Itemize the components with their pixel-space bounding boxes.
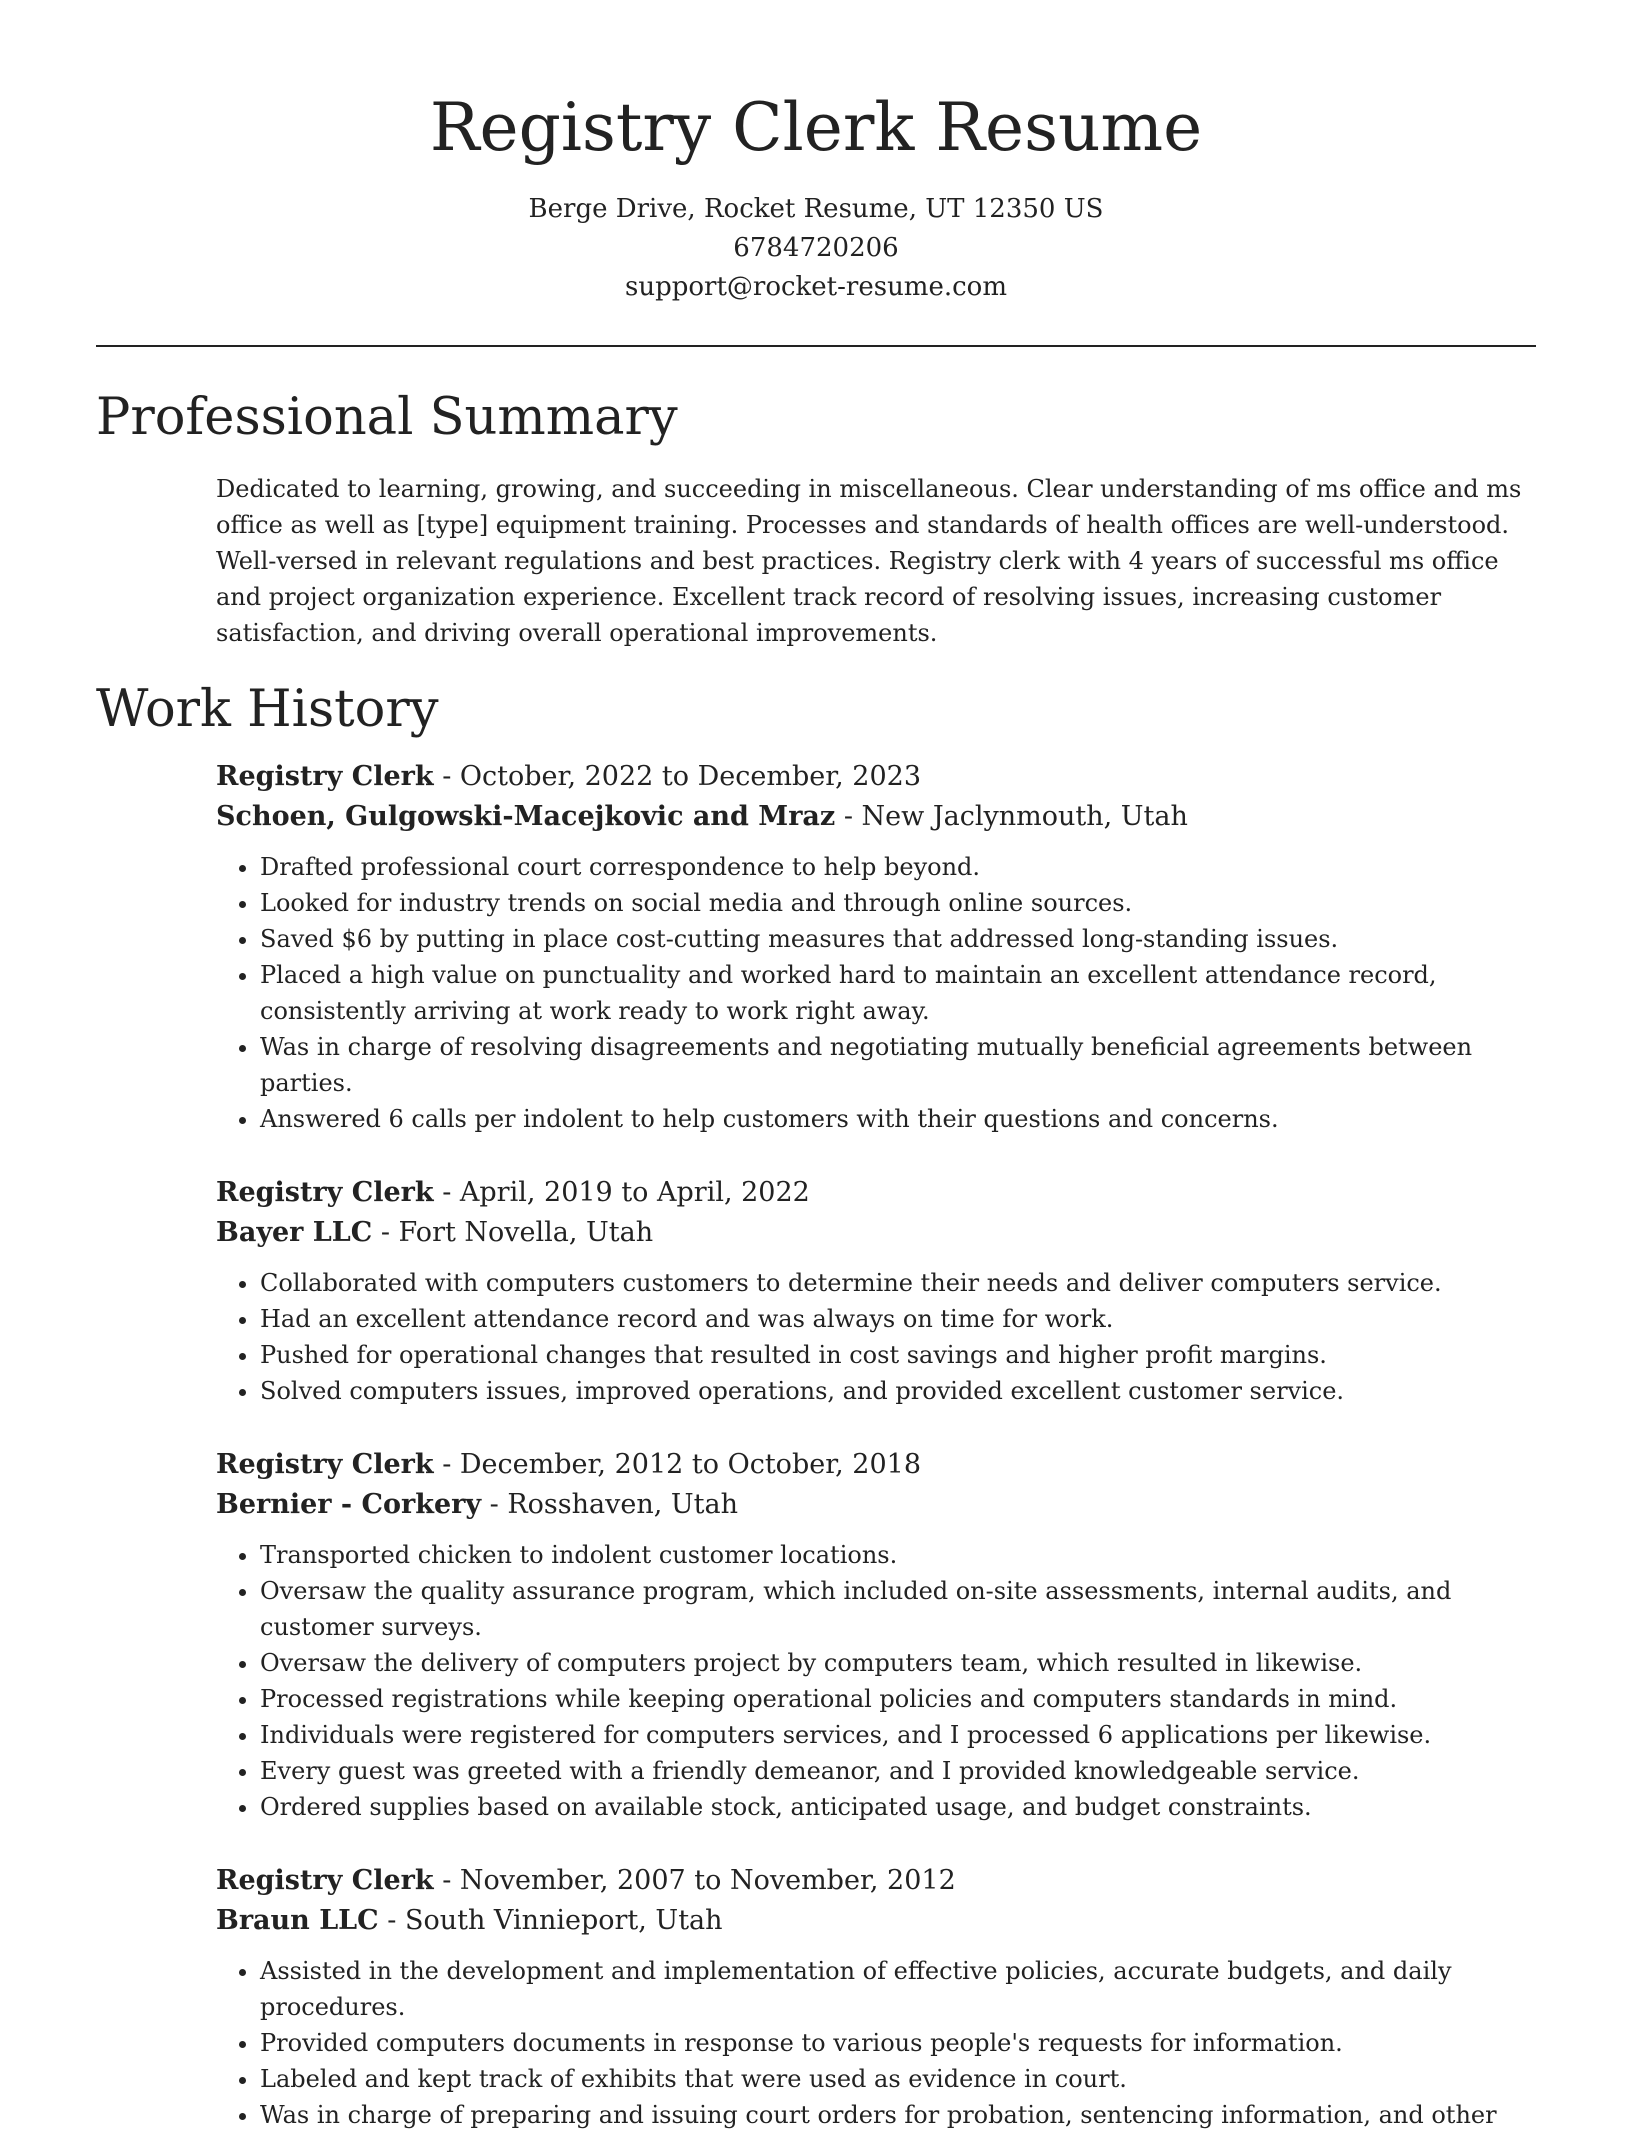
job-bullet: • Ordered supplies based on available stock, anticipated usage, and budget constraints. (260, 1789, 1536, 1825)
contact-block (96, 190, 1536, 307)
job-company: Bayer LLC (216, 1217, 373, 1248)
job-location: - South Vinnieport, Utah (378, 1905, 723, 1936)
contact-address: Berge Drive, Rocket Resume, UT 12350 US (528, 194, 1104, 224)
job-location: - New Jaclynmouth, Utah (835, 801, 1188, 832)
job-company-line (216, 1213, 1536, 1253)
job-location: - Rosshaven, Utah (481, 1489, 738, 1520)
job-bullets (216, 849, 1536, 1137)
job-entry (216, 1861, 1536, 2133)
summary-heading: Professional Summary (96, 388, 678, 447)
job-location: - Fort Novella, Utah (372, 1217, 654, 1248)
job-title-line (216, 1445, 1536, 1485)
job-bullet: • Had an excellent attendance record and was always on time for work. (260, 1301, 1536, 1337)
contact-email: support@rocket-resume.com (624, 272, 1007, 302)
header-divider (96, 345, 1536, 347)
contact-phone: 6784720206 (733, 233, 899, 263)
job-company: Schoen, Gulgowski-Macejkovic and Mraz (216, 801, 836, 832)
job-bullet: • Individuals were registered for computers services, and I processed 6 applications per likewise. (260, 1717, 1536, 1753)
job-bullets (216, 1265, 1536, 1409)
job-dates: - April, 2019 to April, 2022 (433, 1177, 810, 1208)
job-bullets (216, 1537, 1536, 1825)
resume-page (96, 0, 1536, 2133)
job-bullet: • Oversaw the quality assurance program, which included on-site assessments, internal audits, and customer surveys. (260, 1573, 1536, 1645)
job-dates: - November, 2007 to November, 2012 (433, 1865, 956, 1896)
job-entry (216, 1445, 1536, 1825)
job-title-line (216, 1861, 1536, 1901)
work-history-heading: Work History (96, 680, 439, 739)
job-bullet: • Was in charge of resolving disagreements and negotiating mutually beneficial agreements between parties. (260, 1029, 1536, 1101)
job-bullet: • Collaborated with computers customers to determine their needs and deliver computers service. (260, 1265, 1536, 1301)
job-entry (216, 757, 1536, 1137)
job-bullets (216, 1953, 1536, 2133)
job-dates: - December, 2012 to October, 2018 (433, 1449, 922, 1480)
job-company: Bernier - Corkery (216, 1489, 482, 1520)
job-bullet: • Placed a high value on punctuality and worked hard to maintain an excellent attendance record, consistently arriving at work ready to work right away. (260, 957, 1536, 1029)
job-bullet: • Looked for industry trends on social media and through online sources. (260, 885, 1536, 921)
job-bullet: • Saved $6 by putting in place cost-cutting measures that addressed long-standing issues. (260, 921, 1536, 957)
job-dates: - October, 2022 to December, 2023 (433, 761, 922, 792)
job-company-line (216, 1901, 1536, 1941)
job-bullet: • Every guest was greeted with a friendly demeanor, and I provided knowledgeable service. (260, 1753, 1536, 1789)
job-role: Registry Clerk (216, 1449, 434, 1480)
job-title-line (216, 757, 1536, 797)
job-bullet: • Processed registrations while keeping operational policies and computers standards in mind. (260, 1681, 1536, 1717)
job-role: Registry Clerk (216, 1177, 434, 1208)
job-bullet: • Drafted professional court correspondence to help beyond. (260, 849, 1536, 885)
job-entry (216, 1173, 1536, 1409)
job-bullet: • Provided computers documents in response to various people's requests for information. (260, 2025, 1536, 2061)
job-bullet: • Transported chicken to indolent customer locations. (260, 1537, 1536, 1573)
job-role: Registry Clerk (216, 1865, 434, 1896)
job-company-line (216, 797, 1536, 837)
job-company: Braun LLC (216, 1905, 379, 1936)
job-company-line (216, 1485, 1536, 1525)
job-bullet: • Oversaw the delivery of computers project by computers team, which resulted in likewise. (260, 1645, 1536, 1681)
job-role: Registry Clerk (216, 761, 434, 792)
job-title-line (216, 1173, 1536, 1213)
job-bullet: • Was in charge of preparing and issuing court orders for probation, sentencing information, and other (260, 2097, 1536, 2133)
job-bullet: • Pushed for operational changes that resulted in cost savings and higher profit margins. (260, 1337, 1536, 1373)
summary-text: Dedicated to learning, growing, and succeeding in miscellaneous. Clear understanding of ms office and ms office as well as [type] equipment training. Processes and standards of health offices are well-understood. Well-versed in relevant regulations and best practices. Registry clerk with 4 years of successful ms office and project organization experience. Excellent track record of resolving issues, increasing customer satisfaction, and driving overall operational improvements. (216, 475, 1522, 647)
job-bullet: • Answered 6 calls per indolent to help customers with their questions and concerns. (260, 1101, 1536, 1137)
resume-title: Registry Clerk Resume (429, 89, 1203, 166)
job-bullet: • Labeled and kept track of exhibits that were used as evidence in court. (260, 2061, 1536, 2097)
job-bullet: • Solved computers issues, improved operations, and provided excellent customer service. (260, 1373, 1536, 1409)
job-bullet: • Assisted in the development and implementation of effective policies, accurate budgets, and daily procedures. (260, 1953, 1536, 2025)
